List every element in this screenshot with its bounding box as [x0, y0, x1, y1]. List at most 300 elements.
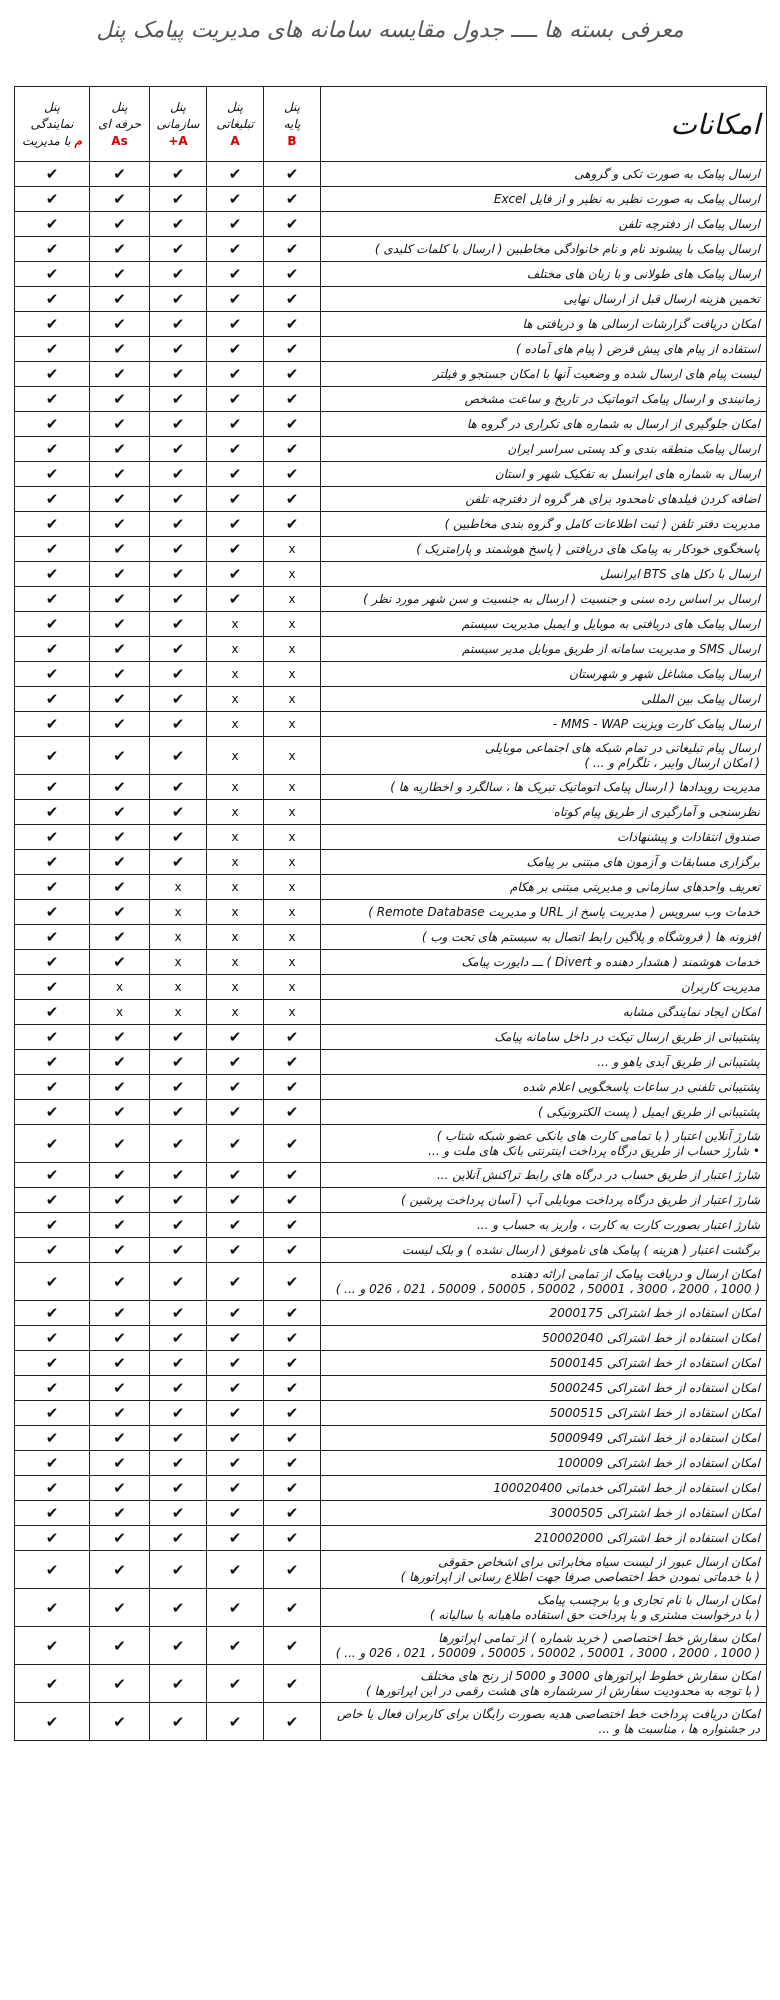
check-mark-icon: ✔ — [15, 1050, 90, 1075]
table-row — [15, 437, 767, 462]
check-mark-icon: ✔ — [15, 800, 90, 825]
feature-text: ارسال پیامک منطقه بندی و کد پستی سراسر ایران — [507, 441, 760, 456]
feature-text: ارسال پیامک های طولانی و با زبان های مختلف — [526, 266, 760, 281]
cross-mark: x — [264, 950, 321, 975]
panel-header-line1: پنل — [226, 99, 244, 114]
cross-mark: x — [264, 562, 321, 587]
table-row — [15, 587, 767, 612]
feature-text: مدیریت رویدادها ( ارسال پیامک اتوماتیک تبریک ها ، سالگرد و اخطاریه ها ) — [390, 779, 760, 794]
check-mark-icon: ✔ — [264, 1589, 321, 1627]
check-mark-icon: ✔ — [207, 562, 264, 587]
feature-cell — [321, 462, 767, 487]
check-mark-icon: ✔ — [150, 1188, 207, 1213]
check-mark-icon: ✔ — [90, 1188, 150, 1213]
check-mark-icon: ✔ — [150, 1263, 207, 1301]
feature-cell — [321, 212, 767, 237]
check-mark-icon: ✔ — [15, 287, 90, 312]
check-mark-icon: ✔ — [15, 1351, 90, 1376]
check-mark-icon: ✔ — [264, 1163, 321, 1188]
feature-cell — [321, 262, 767, 287]
cross-mark: x — [150, 875, 207, 900]
feature-cell — [321, 412, 767, 437]
feature-text: خدمات هوشمند ( هشدار دهنده و Divert ) ـــ دایورت پیامک — [461, 954, 760, 969]
table-row — [15, 1025, 767, 1050]
feature-text: لیست پیام های ارسال شده و وضعیت آنها با امکان جستجو و فیلتر — [433, 366, 760, 381]
check-mark-icon: ✔ — [207, 1627, 264, 1665]
table-row — [15, 1125, 767, 1163]
check-mark-icon: ✔ — [150, 587, 207, 612]
cross-mark: x — [264, 850, 321, 875]
check-mark-icon: ✔ — [15, 512, 90, 537]
check-mark-icon: ✔ — [150, 412, 207, 437]
cross-mark: x — [207, 875, 264, 900]
check-mark-icon: ✔ — [264, 237, 321, 262]
check-mark-icon: ✔ — [90, 412, 150, 437]
check-mark-icon: ✔ — [207, 1501, 264, 1526]
table-row — [15, 1501, 767, 1526]
feature-cell — [321, 1703, 767, 1741]
table-row — [15, 1665, 767, 1703]
check-mark-icon: ✔ — [264, 1238, 321, 1263]
check-mark-icon: ✔ — [264, 512, 321, 537]
check-mark-icon: ✔ — [150, 1501, 207, 1526]
feature-cell — [321, 1301, 767, 1326]
feature-text: ارسال به شماره های ایرانسل به تفکیک شهر و استان — [494, 466, 760, 481]
check-mark-icon: ✔ — [15, 537, 90, 562]
check-mark-icon: ✔ — [150, 1326, 207, 1351]
check-mark-icon: ✔ — [90, 612, 150, 637]
feature-cell — [321, 662, 767, 687]
check-mark-icon: ✔ — [150, 1476, 207, 1501]
check-mark-icon: ✔ — [207, 537, 264, 562]
table-row — [15, 162, 767, 187]
check-mark-icon: ✔ — [15, 1163, 90, 1188]
feature-cell — [321, 337, 767, 362]
feature-text: پاسخگوی خودکار به پیامک های دریافتی ( پاسخ هوشمند و پارامتریک ) — [416, 541, 760, 556]
check-mark-icon: ✔ — [150, 212, 207, 237]
feature-cell — [321, 1263, 767, 1301]
check-mark-icon: ✔ — [90, 1025, 150, 1050]
table-row — [15, 337, 767, 362]
feature-text: ( با توجه به محدودیت سفارش از سرشماره های هشت رقمی در این اپراتورها ) — [366, 1683, 760, 1698]
feature-text: ( با خدماتی نمودن خط اختصاصی صرفا جهت اطلاع رسانی از اپراتورها ) — [400, 1569, 760, 1584]
feature-text: زمانبندی و ارسال پیامک اتوماتیک در تاریخ و ساعت مشخص — [464, 391, 760, 406]
check-mark-icon: ✔ — [15, 1125, 90, 1163]
check-mark-icon: ✔ — [15, 775, 90, 800]
check-mark-icon: ✔ — [15, 925, 90, 950]
check-mark-icon: ✔ — [15, 187, 90, 212]
feature-text: امکان سفارش خط اختصاصی ( خرید شماره ) از تمامی اپراتورها — [438, 1630, 760, 1645]
cross-mark: x — [264, 900, 321, 925]
check-mark-icon: ✔ — [15, 1451, 90, 1476]
feature-cell — [321, 162, 767, 187]
feature-cell — [321, 487, 767, 512]
feature-text: خدمات وب سرویس ( مدیریت پاسخ از URL و مدیریت Remote Database ) — [368, 904, 760, 919]
cross-mark: x — [264, 1000, 321, 1025]
check-mark-icon: ✔ — [264, 1476, 321, 1501]
check-mark-icon: ✔ — [207, 512, 264, 537]
check-mark-icon: ✔ — [264, 1376, 321, 1401]
check-mark-icon: ✔ — [15, 850, 90, 875]
check-mark-icon: ✔ — [15, 1263, 90, 1301]
cross-mark: x — [264, 737, 321, 775]
feature-cell — [321, 1326, 767, 1351]
cross-mark: x — [150, 1000, 207, 1025]
check-mark-icon: ✔ — [264, 287, 321, 312]
cross-mark: x — [264, 825, 321, 850]
cross-mark: x — [264, 687, 321, 712]
feature-cell — [321, 1526, 767, 1551]
feature-cell — [321, 387, 767, 412]
check-mark-icon: ✔ — [15, 1401, 90, 1426]
feature-cell — [321, 1589, 767, 1627]
table-row — [15, 537, 767, 562]
feature-cell — [321, 925, 767, 950]
feature-cell — [321, 1050, 767, 1075]
feature-cell — [321, 1125, 767, 1163]
panel-header-line2: با مدیریت — [22, 133, 71, 148]
check-mark-icon: ✔ — [15, 237, 90, 262]
check-mark-icon: ✔ — [90, 262, 150, 287]
check-mark-icon: ✔ — [150, 387, 207, 412]
check-mark-icon: ✔ — [150, 1426, 207, 1451]
table-row — [15, 1326, 767, 1351]
feature-text: شارژ اعتبار بصورت کارت به کارت ، واریز به حساب و ... — [476, 1217, 760, 1232]
check-mark-icon: ✔ — [207, 1125, 264, 1163]
check-mark-icon: ✔ — [207, 1263, 264, 1301]
table-row — [15, 875, 767, 900]
table-row — [15, 1238, 767, 1263]
feature-text: استفاده از پیام های پیش فرض ( پیام های آماده ) — [515, 341, 760, 356]
panel-header-line1: پنل — [169, 99, 187, 114]
panel-code: B — [287, 133, 297, 148]
check-mark-icon: ✔ — [264, 1326, 321, 1351]
check-mark-icon: ✔ — [15, 1238, 90, 1263]
check-mark-icon: ✔ — [264, 1627, 321, 1665]
panel-code: As — [111, 133, 128, 148]
check-mark-icon: ✔ — [207, 412, 264, 437]
check-mark-icon: ✔ — [90, 1050, 150, 1075]
cross-mark: x — [207, 975, 264, 1000]
check-mark-icon: ✔ — [15, 825, 90, 850]
feature-text: مدیریت دفتر تلفن ( ثبت اطلاعات کامل و گروه بندی مخاطبین ) — [444, 516, 760, 531]
check-mark-icon: ✔ — [15, 412, 90, 437]
check-mark-icon: ✔ — [264, 1188, 321, 1213]
feature-text: شارژ اعتبار از طریق درگاه پرداخت موبایلی آپ ( آسان پرداخت پرشین ) — [401, 1192, 760, 1207]
check-mark-icon: ✔ — [150, 800, 207, 825]
check-mark-icon: ✔ — [15, 262, 90, 287]
check-mark-icon: ✔ — [15, 362, 90, 387]
check-mark-icon: ✔ — [15, 462, 90, 487]
table-row — [15, 562, 767, 587]
check-mark-icon: ✔ — [15, 562, 90, 587]
check-mark-icon: ✔ — [150, 1075, 207, 1100]
check-mark-icon: ✔ — [15, 437, 90, 462]
feature-text: در جشنواره ها ، مناسبت ها و ... — [598, 1721, 760, 1736]
check-mark-icon: ✔ — [15, 612, 90, 637]
table-row — [15, 1627, 767, 1665]
feature-cell — [321, 1163, 767, 1188]
check-mark-icon: ✔ — [150, 637, 207, 662]
table-row — [15, 1075, 767, 1100]
table-row — [15, 212, 767, 237]
feature-text: ارسال SMS و مدیریت سامانه از طریق موبایل مدیر سیستم — [461, 641, 760, 656]
check-mark-icon: ✔ — [90, 1627, 150, 1665]
feature-text: امکان استفاده از خط اشتراکی 5000515 — [549, 1405, 760, 1420]
check-mark-icon: ✔ — [15, 162, 90, 187]
cross-mark: x — [207, 687, 264, 712]
check-mark-icon: ✔ — [207, 1476, 264, 1501]
check-mark-icon: ✔ — [90, 687, 150, 712]
feature-cell — [321, 800, 767, 825]
check-mark-icon: ✔ — [150, 1526, 207, 1551]
check-mark-icon: ✔ — [15, 1301, 90, 1326]
check-mark-icon: ✔ — [264, 1100, 321, 1125]
feature-cell — [321, 1188, 767, 1213]
check-mark-icon: ✔ — [90, 1501, 150, 1526]
feature-text: ارسال پیامک به صورت نظیر به نظیر و از فایل Excel — [493, 191, 760, 206]
check-mark-icon: ✔ — [150, 562, 207, 587]
feature-text: امکان استفاده از خط اشتراکی 100009 — [557, 1455, 760, 1470]
feature-text: پشتیبانی از طریق ارسال تیکت در داخل سامانه پیامک — [494, 1029, 760, 1044]
feature-text: ارسال پیامک های دریافتی به موبایل و ایمیل مدیریت سیستم — [461, 616, 760, 631]
cross-mark: x — [207, 850, 264, 875]
check-mark-icon: ✔ — [264, 1213, 321, 1238]
table-row — [15, 1188, 767, 1213]
check-mark-icon: ✔ — [207, 387, 264, 412]
cross-mark: x — [150, 900, 207, 925]
table-row — [15, 1351, 767, 1376]
table-row — [15, 612, 767, 637]
check-mark-icon: ✔ — [90, 487, 150, 512]
check-mark-icon: ✔ — [90, 775, 150, 800]
check-mark-icon: ✔ — [207, 362, 264, 387]
feature-text: امکان استفاده از خط اشتراکی 5000245 — [549, 1380, 760, 1395]
check-mark-icon: ✔ — [207, 1075, 264, 1100]
table-row — [15, 1551, 767, 1589]
table-row — [15, 1301, 767, 1326]
check-mark-icon: ✔ — [150, 612, 207, 637]
check-mark-icon: ✔ — [150, 312, 207, 337]
check-mark-icon: ✔ — [150, 687, 207, 712]
check-mark-icon: ✔ — [15, 1188, 90, 1213]
check-mark-icon: ✔ — [150, 512, 207, 537]
cross-mark: x — [264, 775, 321, 800]
panel-header-line2: سازمانی — [156, 116, 200, 131]
panel-header-line2: حرفه ای — [98, 116, 141, 131]
cross-mark: x — [264, 537, 321, 562]
check-mark-icon: ✔ — [207, 1589, 264, 1627]
feature-cell — [321, 687, 767, 712]
table-row — [15, 662, 767, 687]
table-row — [15, 900, 767, 925]
feature-cell — [321, 1627, 767, 1665]
check-mark-icon: ✔ — [150, 1163, 207, 1188]
check-mark-icon: ✔ — [264, 187, 321, 212]
check-mark-icon: ✔ — [150, 1589, 207, 1627]
check-mark-icon: ✔ — [207, 312, 264, 337]
check-mark-icon: ✔ — [207, 212, 264, 237]
check-mark-icon: ✔ — [150, 737, 207, 775]
check-mark-icon: ✔ — [264, 1501, 321, 1526]
table-header-row — [15, 87, 767, 162]
check-mark-icon: ✔ — [90, 925, 150, 950]
check-mark-icon: ✔ — [150, 1351, 207, 1376]
feature-text: امکان سفارش خطوط اپراتورهای 3000 و 5000 از رنج های مختلف — [420, 1668, 760, 1683]
check-mark-icon: ✔ — [264, 1301, 321, 1326]
feature-text: ارسال با دکل های BTS ایرانسل — [599, 566, 760, 581]
check-mark-icon: ✔ — [264, 1351, 321, 1376]
table-row — [15, 287, 767, 312]
check-mark-icon: ✔ — [15, 212, 90, 237]
check-mark-icon: ✔ — [150, 287, 207, 312]
check-mark-icon: ✔ — [90, 237, 150, 262]
check-mark-icon: ✔ — [264, 1665, 321, 1703]
table-row — [15, 1703, 767, 1741]
table-row — [15, 512, 767, 537]
feature-cell — [321, 737, 767, 775]
feature-cell — [321, 512, 767, 537]
check-mark-icon: ✔ — [150, 1665, 207, 1703]
feature-cell — [321, 287, 767, 312]
check-mark-icon: ✔ — [90, 1551, 150, 1589]
table-row — [15, 1451, 767, 1476]
check-mark-icon: ✔ — [264, 362, 321, 387]
check-mark-icon: ✔ — [264, 1703, 321, 1741]
check-mark-icon: ✔ — [150, 712, 207, 737]
feature-text: امکان استفاده از خط اشتراکی خدماتی 100020400 — [493, 1480, 760, 1495]
feature-cell — [321, 1238, 767, 1263]
cross-mark: x — [207, 800, 264, 825]
cross-mark: x — [207, 925, 264, 950]
feature-text: امکان استفاده از خط اشتراکی 5000145 — [549, 1355, 760, 1370]
feature-cell — [321, 612, 767, 637]
check-mark-icon: ✔ — [90, 387, 150, 412]
check-mark-icon: ✔ — [264, 1551, 321, 1589]
check-mark-icon: ✔ — [150, 162, 207, 187]
check-mark-icon: ✔ — [207, 1025, 264, 1050]
check-mark-icon: ✔ — [150, 850, 207, 875]
check-mark-icon: ✔ — [150, 1401, 207, 1426]
check-mark-icon: ✔ — [207, 1451, 264, 1476]
panel-header-line2: تبلیغاتی — [216, 116, 254, 131]
feature-text: امکان ایجاد نمایندگی مشابه — [622, 1004, 760, 1019]
check-mark-icon: ✔ — [15, 975, 90, 1000]
check-mark-icon: ✔ — [15, 1476, 90, 1501]
check-mark-icon: ✔ — [15, 1665, 90, 1703]
check-mark-icon: ✔ — [150, 1451, 207, 1476]
check-mark-icon: ✔ — [90, 1213, 150, 1238]
check-mark-icon: ✔ — [207, 1188, 264, 1213]
check-mark-icon: ✔ — [15, 737, 90, 775]
panel-header-line1: پنل — [283, 99, 301, 114]
cross-mark: x — [264, 975, 321, 1000]
check-mark-icon: ✔ — [207, 1238, 264, 1263]
check-mark-icon: ✔ — [207, 1426, 264, 1451]
check-mark-icon: ✔ — [90, 1163, 150, 1188]
cross-mark: x — [264, 800, 321, 825]
feature-cell — [321, 312, 767, 337]
check-mark-icon: ✔ — [264, 1451, 321, 1476]
check-mark-icon: ✔ — [264, 1426, 321, 1451]
check-mark-icon: ✔ — [264, 262, 321, 287]
check-mark-icon: ✔ — [90, 850, 150, 875]
check-mark-icon: ✔ — [15, 387, 90, 412]
check-mark-icon: ✔ — [264, 1025, 321, 1050]
feature-cell — [321, 1426, 767, 1451]
check-mark-icon: ✔ — [150, 1627, 207, 1665]
check-mark-icon: ✔ — [90, 1526, 150, 1551]
check-mark-icon: ✔ — [90, 875, 150, 900]
check-mark-icon: ✔ — [15, 1526, 90, 1551]
panel-header-advertising — [207, 87, 264, 162]
check-mark-icon: ✔ — [264, 1125, 321, 1163]
check-mark-icon: ✔ — [150, 1238, 207, 1263]
feature-cell — [321, 1476, 767, 1501]
feature-text: امکان دریافت پرداخت خط اختصاصی هدیه بصورت رایگان برای کاربران فعال یا خاص — [337, 1706, 760, 1721]
check-mark-icon: ✔ — [150, 1125, 207, 1163]
check-mark-icon: ✔ — [90, 162, 150, 187]
feature-text: ارسال پیامک بین المللی — [641, 691, 760, 706]
check-mark-icon: ✔ — [90, 1238, 150, 1263]
check-mark-icon: ✔ — [150, 775, 207, 800]
check-mark-icon: ✔ — [90, 1476, 150, 1501]
feature-cell — [321, 587, 767, 612]
cross-mark: x — [150, 975, 207, 1000]
feature-text: ( امکان ارسال وایبر ، تلگرام و ... ) — [584, 755, 760, 770]
comparison-table — [14, 86, 767, 1741]
check-mark-icon: ✔ — [90, 1451, 150, 1476]
check-mark-icon: ✔ — [90, 737, 150, 775]
check-mark-icon: ✔ — [15, 662, 90, 687]
check-mark-icon: ✔ — [150, 537, 207, 562]
check-mark-icon: ✔ — [207, 1163, 264, 1188]
feature-text: امکان استفاده از خط اشتراکی 210002000 — [534, 1530, 760, 1545]
feature-text: برگشت اعتبار ( هزینه ) پیامک های ناموفق ( ارسال نشده ) و بلک لیست — [401, 1242, 760, 1257]
check-mark-icon: ✔ — [207, 1551, 264, 1589]
check-mark-icon: ✔ — [264, 387, 321, 412]
check-mark-icon: ✔ — [207, 262, 264, 287]
check-mark-icon: ✔ — [207, 587, 264, 612]
check-mark-icon: ✔ — [150, 662, 207, 687]
feature-text: امکان ارسال با نام تجاری و یا برچسب پیامک — [537, 1592, 760, 1607]
check-mark-icon: ✔ — [90, 437, 150, 462]
check-mark-icon: ✔ — [207, 1213, 264, 1238]
check-mark-icon: ✔ — [90, 562, 150, 587]
feature-text: شارژ اعتبار از طریق حساب در درگاه های رابط تراکنش آنلاین ... — [436, 1167, 760, 1182]
table-row — [15, 925, 767, 950]
feature-text: تخمین هزینه ارسال قبل از ارسال نهایی — [563, 291, 760, 306]
feature-text: ارسال پیام تبلیغاتی در تمام شبکه های اجتماعی موبایلی — [484, 740, 760, 755]
table-row — [15, 1050, 767, 1075]
features-header: امکانات — [321, 87, 767, 162]
check-mark-icon: ✔ — [90, 1301, 150, 1326]
table-row — [15, 800, 767, 825]
check-mark-icon: ✔ — [90, 1351, 150, 1376]
check-mark-icon: ✔ — [15, 1213, 90, 1238]
check-mark-icon: ✔ — [90, 712, 150, 737]
feature-cell — [321, 775, 767, 800]
check-mark-icon: ✔ — [207, 1326, 264, 1351]
table-row — [15, 237, 767, 262]
check-mark-icon: ✔ — [15, 900, 90, 925]
check-mark-icon: ✔ — [207, 1703, 264, 1741]
feature-text: افزونه ها ( فروشگاه و پلاگین رابط اتصال به سیستم های تحت وب ) — [421, 929, 760, 944]
check-mark-icon: ✔ — [264, 1526, 321, 1551]
cross-mark: x — [207, 612, 264, 637]
feature-cell — [321, 900, 767, 925]
feature-text: امکان دریافت گزارشات ارسالی ها و دریافتی ها — [522, 316, 760, 331]
